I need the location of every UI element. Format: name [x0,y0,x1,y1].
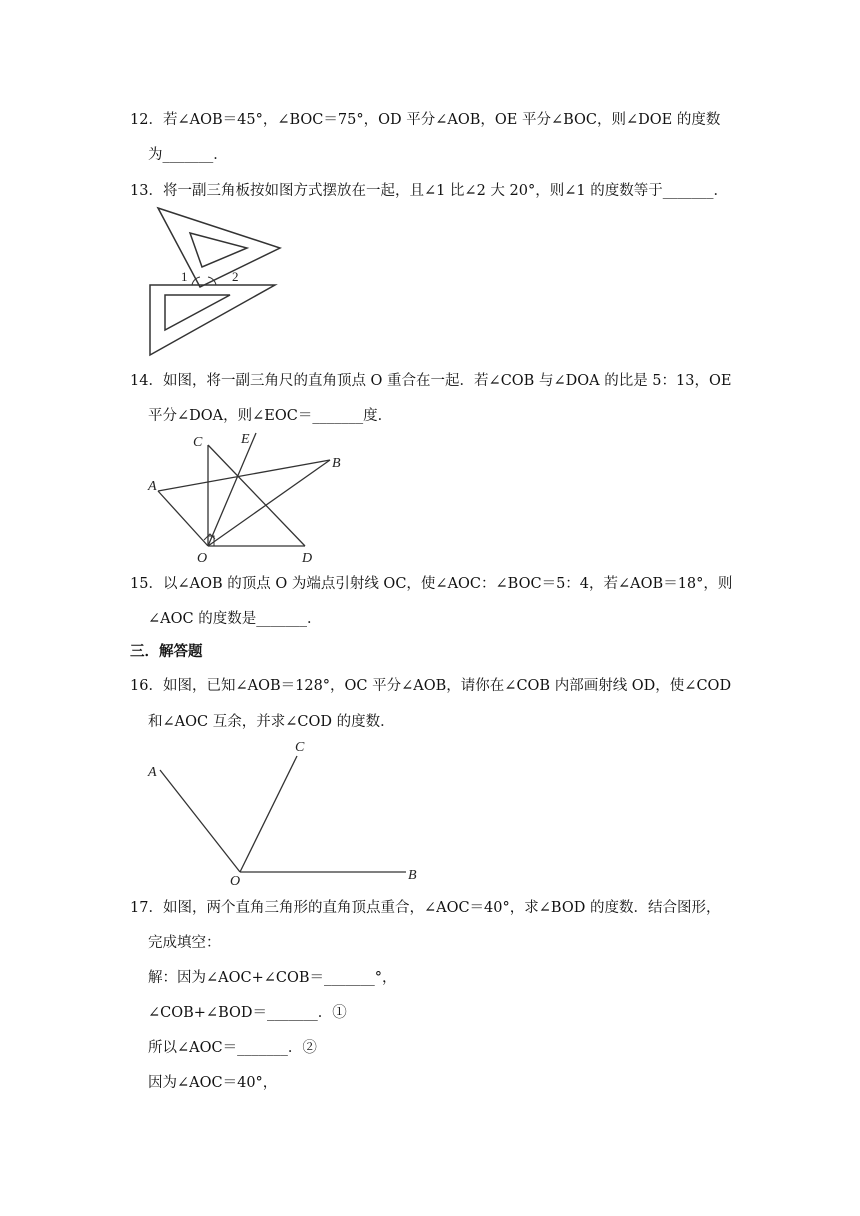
q14-figure [140,428,360,568]
label-O: O [230,874,241,889]
label-A: A [148,479,157,494]
label-B: B [332,456,341,471]
section-heading: 三．解答题 [130,644,203,660]
label-E: E [241,432,250,447]
q17-line1: 17．如图，两个直角三角形的直角顶点重合，∠AOC＝40°，求∠BOD 的度数．结合图形， [130,900,721,916]
label-A: A [148,765,157,780]
q15-line1: 15．以∠AOB 的顶点 O 为端点引射线 OC，使∠AOC：∠BOC＝5：4，若∠AOB＝18°，则 [130,576,733,592]
q17-step4: 因为∠AOC＝40°， [148,1075,278,1091]
q13-figure [140,205,290,360]
q17-step2: ∠COB+∠BOD＝_______．① [148,1005,347,1021]
q14-line2: 平分∠DOA，则∠EOC＝_______度． [148,408,393,424]
q16-line1: 16．如图，已知∠AOB＝128°，OC 平分∠AOB，请你在∠COB 内部画射线 OD，使∠COD [130,678,732,694]
q12-line1: 12．若∠AOB＝45°，∠BOC＝75°，OD 平分∠AOB，OE 平分∠BOC，则∠DOE 的度数 [130,112,721,128]
lower-triangle-inner [165,295,230,330]
upper-triangle [158,208,280,287]
label-C: C [193,435,203,450]
q17-step3: 所以∠AOC＝_______．② [148,1040,317,1056]
q16-figure [140,732,430,892]
q16-line2: 和∠AOC 互余，并求∠COD 的度数． [148,714,395,730]
angle-1-label: 1 [181,269,188,284]
label-B: B [408,868,417,883]
label-O: O [197,551,208,566]
q12-line2: 为_______． [148,147,228,163]
q17-step1: 解：因为∠AOC+∠COB＝_______°， [148,970,397,986]
angle-2-label: 2 [232,269,239,284]
q15-line2: ∠AOC 的度数是_______． [148,611,322,627]
upper-triangle-inner [190,233,247,267]
q14-line1: 14．如图，将一副三角尺的直角顶点 O 重合在一起．若∠COB 与∠DOA 的比是 5：13，OE [130,373,732,389]
label-C: C [295,740,305,755]
label-D: D [302,551,313,566]
q13-line1: 13．将一副三角板按如图方式摆放在一起，且∠1 比∠2 大 20°，则∠1 的度数等于_______． [130,183,728,199]
q17-line2: 完成填空： [148,935,221,951]
